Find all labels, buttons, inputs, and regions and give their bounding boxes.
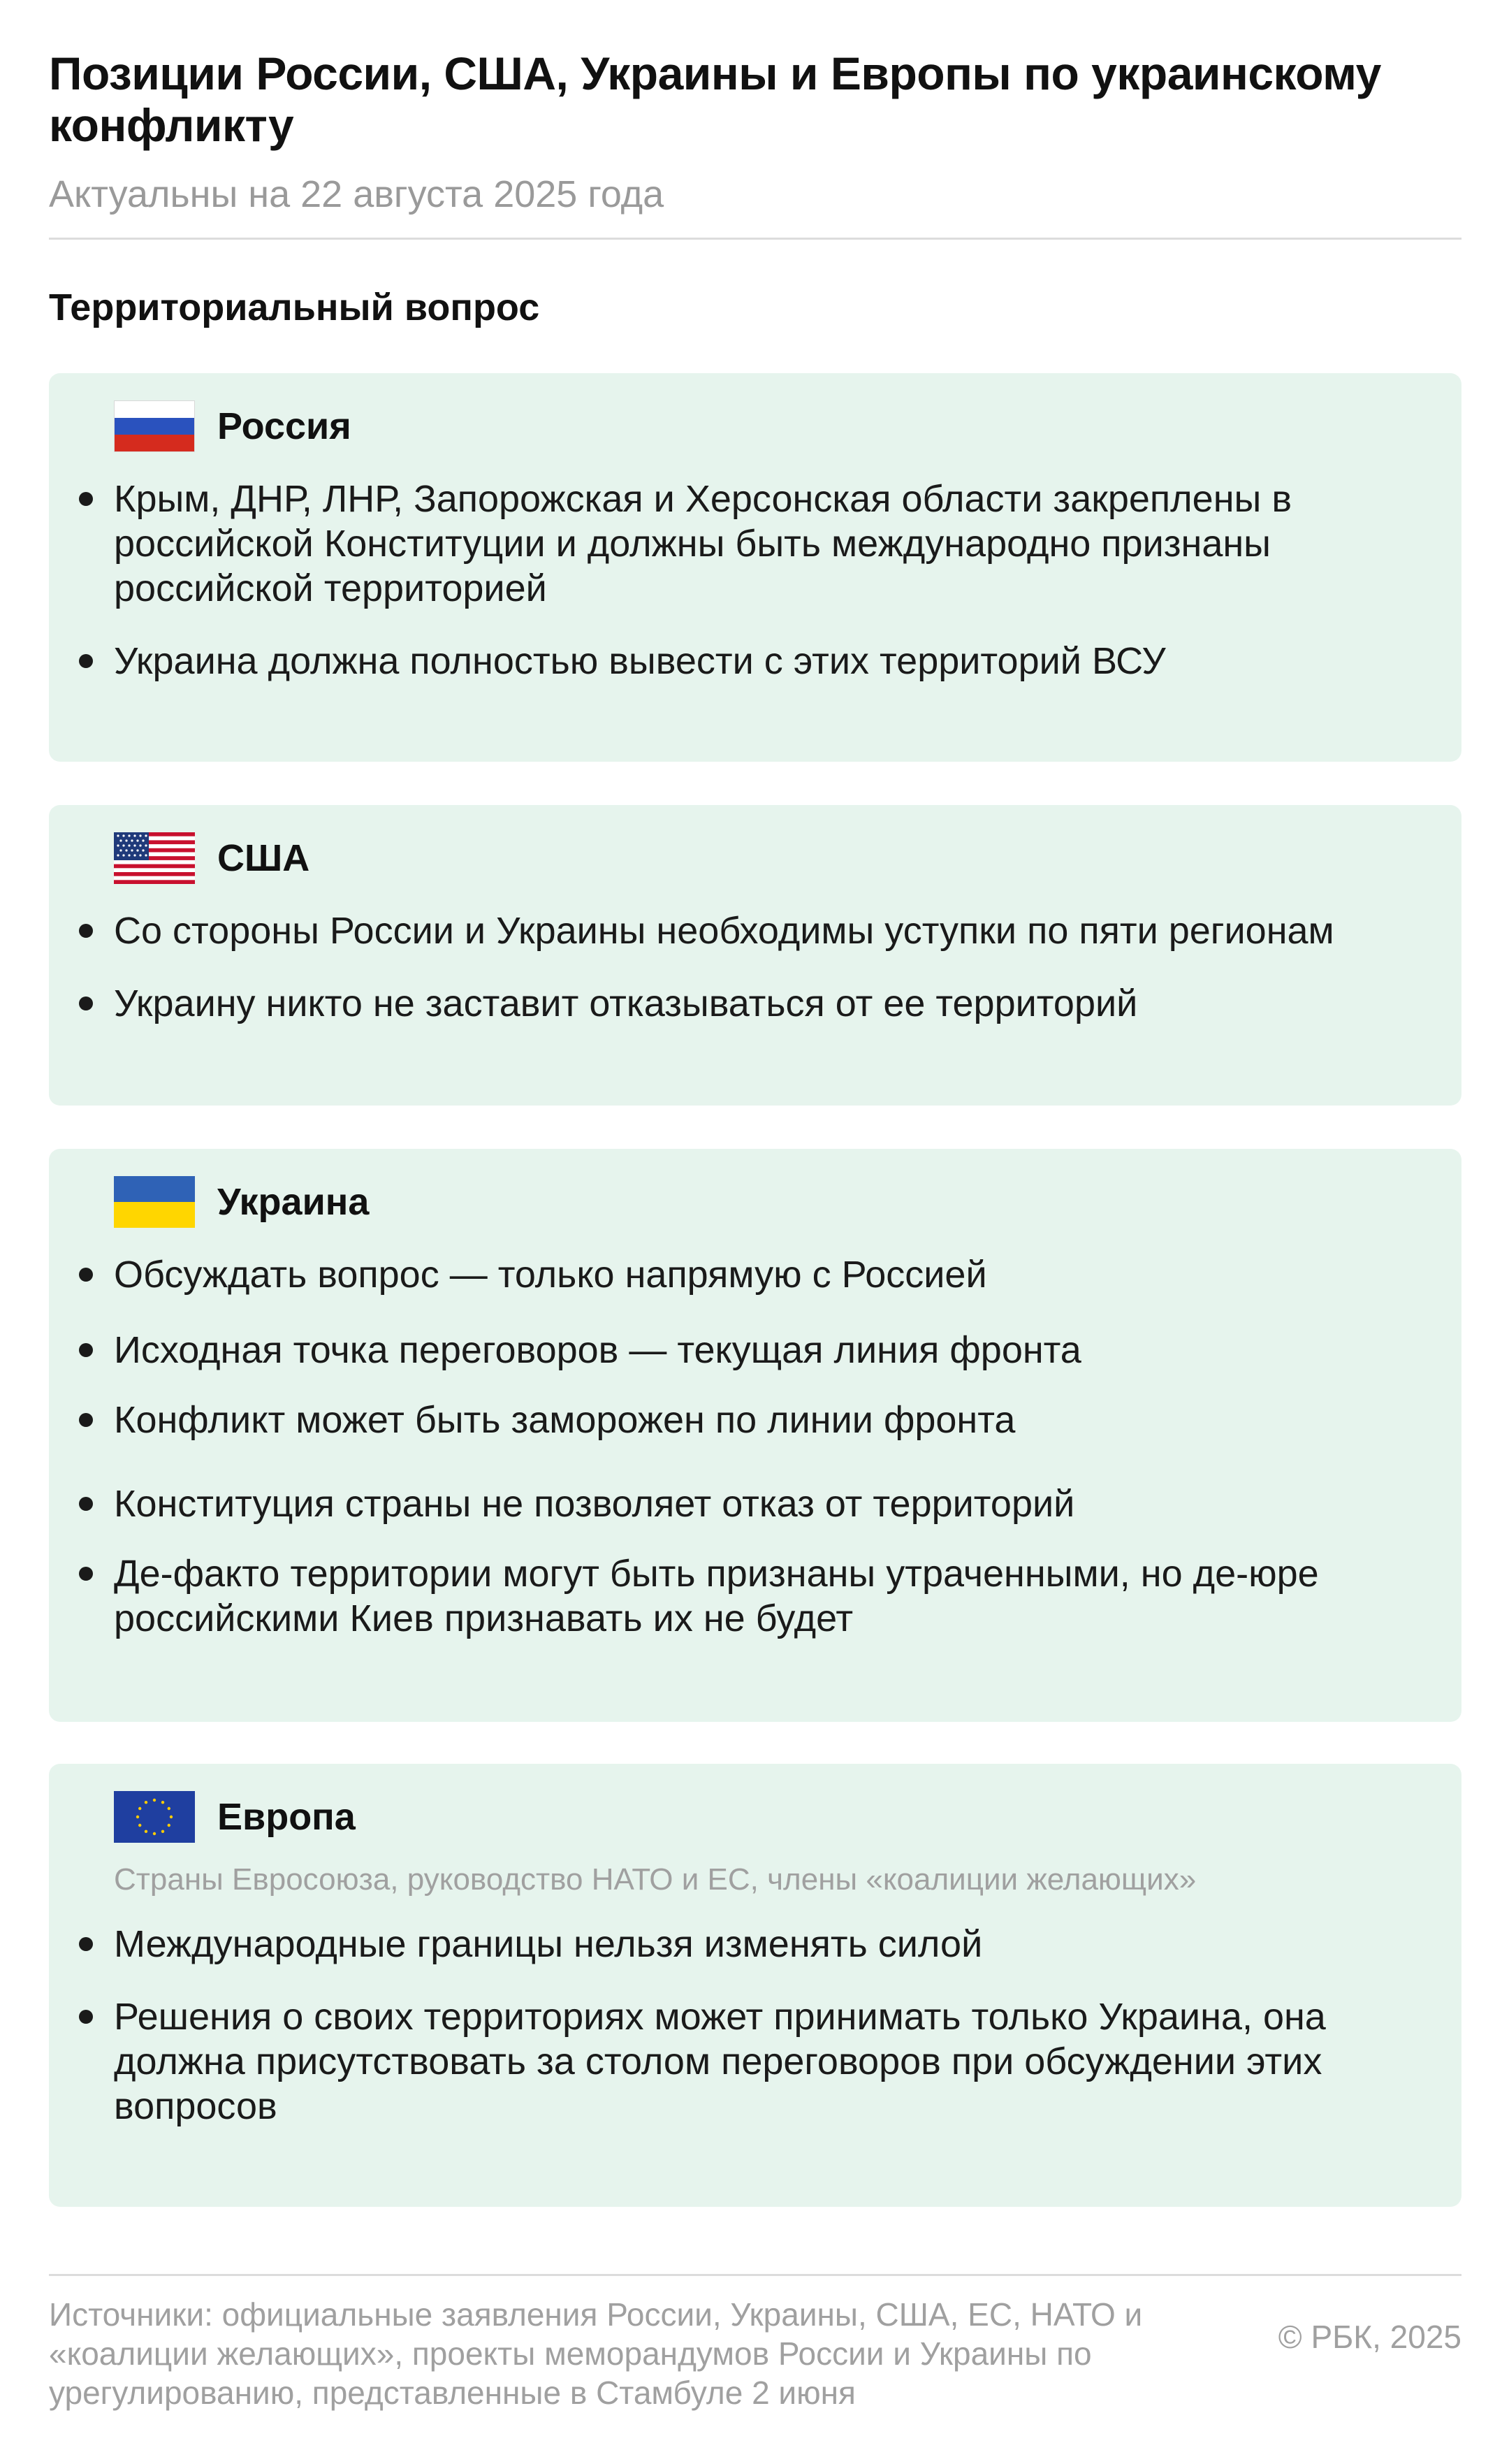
country-name: Европа [217, 1795, 356, 1838]
bullet-icon [79, 997, 93, 1010]
list-item-text: Обсуждать вопрос — только напрямую с Россией [114, 1254, 987, 1296]
country-name: США [217, 836, 310, 879]
infographic-page [49, 0, 1461, 2464]
list-item [114, 908, 1441, 953]
flag-eu-icon [114, 1791, 195, 1843]
card-header [114, 1175, 369, 1228]
bullet-icon [79, 1497, 93, 1511]
list-item-text: Международные границы нельзя изменять силой [114, 1923, 983, 1965]
card-russia [49, 373, 1461, 762]
list-item-text: Конституция страны не позволяет отказ от территорий [114, 1483, 1075, 1525]
list-item-text: Де-факто территории могут быть признаны утраченными, но де-юре российскими Киев признавать их не будет [114, 1553, 1319, 1639]
list-item [114, 639, 1441, 683]
sources-note: Источники: официальные заявления России, Украины, США, ЕС, НАТО и «коалиции желающих», проекты меморандумов России и Украины по урегулированию, представленные в Стамбуле 2 июня [49, 2296, 1143, 2411]
bullet-icon [79, 492, 93, 506]
card-header [114, 400, 351, 452]
list-item [114, 1328, 1441, 1372]
card-europe [49, 1764, 1461, 2207]
bullet-icon [79, 654, 93, 668]
bullet-icon [79, 1268, 93, 1282]
list-item [114, 1922, 1441, 1966]
list-item-text: Конфликт может быть заморожен по линии фронта [114, 1399, 1016, 1441]
list-item [114, 1481, 1441, 1526]
flag-ukraine-icon [114, 1176, 195, 1228]
card-note: Страны Евросоюза, руководство НАТО и ЕС, члены «коалиции желающих» [114, 1862, 1197, 1897]
list-item [114, 477, 1441, 611]
page-title: Позиции России, США, Украины и Европы по украинскому конфликту [49, 48, 1381, 151]
list-item [114, 1398, 1441, 1442]
list-item [114, 1252, 1441, 1297]
bullet-icon [79, 1343, 93, 1357]
list-item-text: Со стороны России и Украины необходимы уступки по пяти регионам [114, 910, 1334, 952]
list-item-text: Исходная точка переговоров — текущая линия фронта [114, 1329, 1081, 1371]
card-header [114, 832, 309, 884]
list-item [114, 1551, 1441, 1641]
list-item [114, 1994, 1441, 2129]
bullet-icon [79, 924, 93, 938]
bottom-divider [49, 2274, 1461, 2276]
flag-usa-icon [114, 832, 195, 884]
list-item-text: Крым, ДНР, ЛНР, Запорожская и Херсонская области закреплены в российской Конституции и должны быть международно признаны российской территорией [114, 478, 1292, 609]
page-subtitle: Актуальны на 22 августа 2025 года [49, 173, 664, 215]
bullet-icon [79, 1567, 93, 1581]
card-header [114, 1790, 356, 1843]
list-item-text: Решения о своих территориях может принимать только Украина, она должна присутствовать за столом переговоров при обсуждении этих вопросов [114, 1996, 1326, 2127]
bullet-icon [79, 1937, 93, 1951]
bullet-icon [79, 1413, 93, 1427]
bullet-icon [79, 2010, 93, 2024]
list-item [114, 981, 1441, 1026]
list-item-text: Украину никто не заставит отказываться от ее территорий [114, 983, 1138, 1024]
country-name: Украина [217, 1180, 370, 1223]
card-ukraine [49, 1149, 1461, 1722]
country-name: Россия [217, 405, 351, 447]
top-divider [49, 238, 1461, 240]
copyright: © РБК, 2025 [1278, 2319, 1461, 2355]
flag-russia-icon [114, 400, 195, 452]
card-usa [49, 805, 1461, 1106]
section-title: Территориальный вопрос [49, 287, 540, 328]
list-item-text: Украина должна полностью вывести с этих территорий ВСУ [114, 640, 1166, 682]
